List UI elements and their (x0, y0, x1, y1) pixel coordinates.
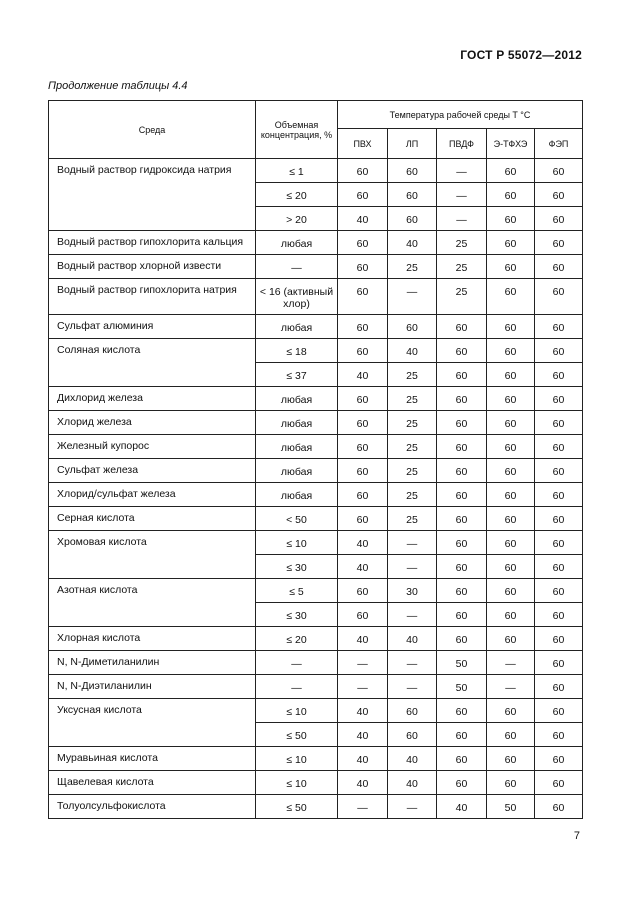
table-row (49, 507, 583, 531)
temperature-cell: 60 (338, 603, 388, 627)
temperature-cell: 60 (388, 159, 437, 183)
temperature-cell: 60 (487, 627, 535, 651)
temperature-cell: 60 (338, 435, 388, 459)
header-material: Э-ТФХЭ (487, 129, 535, 159)
temperature-cell: 60 (437, 339, 487, 363)
temperature-cell: 60 (535, 159, 583, 183)
temperature-cell: 60 (487, 387, 535, 411)
table-row (49, 315, 583, 339)
temperature-cell: 25 (388, 459, 437, 483)
temperature-cell: 60 (535, 435, 583, 459)
medium-name: Азотная кислота (49, 579, 256, 627)
temperature-cell: 40 (388, 747, 437, 771)
concentration-cell: ≤ 50 (256, 723, 338, 747)
table-row (49, 279, 583, 315)
table-row (49, 483, 583, 507)
temperature-cell: 60 (338, 579, 388, 603)
temperature-cell: 25 (388, 507, 437, 531)
concentration-cell: ≤ 1 (256, 159, 338, 183)
temperature-cell: — (388, 795, 437, 819)
temperature-cell: 60 (535, 555, 583, 579)
table-row (49, 411, 583, 435)
temperature-cell: — (388, 675, 437, 699)
temperature-cell: 60 (487, 579, 535, 603)
concentration-cell: любая (256, 459, 338, 483)
temperature-cell: 60 (535, 339, 583, 363)
temperature-cell: 60 (388, 183, 437, 207)
temperature-cell: 60 (338, 315, 388, 339)
temperature-cell: 40 (388, 771, 437, 795)
temperature-cell: 60 (535, 531, 583, 555)
medium-name: Соляная кислота (49, 339, 256, 387)
temperature-cell: 60 (487, 699, 535, 723)
concentration-cell: любая (256, 231, 338, 255)
table-row (49, 747, 583, 771)
header-material: ПВДФ (437, 129, 487, 159)
medium-name: Хлорид/сульфат железа (49, 483, 256, 507)
concentration-cell: ≤ 20 (256, 627, 338, 651)
temperature-cell: 60 (338, 483, 388, 507)
concentration-cell: ≤ 50 (256, 795, 338, 819)
temperature-cell: 60 (437, 555, 487, 579)
temperature-cell: 60 (437, 771, 487, 795)
medium-name: Уксусная кислота (49, 699, 256, 747)
temperature-cell: 60 (487, 279, 535, 315)
temperature-cell: 60 (338, 387, 388, 411)
table-body (49, 159, 583, 819)
temperature-cell: 40 (338, 627, 388, 651)
temperature-cell: 60 (437, 363, 487, 387)
concentration-cell: ≤ 30 (256, 555, 338, 579)
temperature-cell: 60 (338, 411, 388, 435)
concentration-cell: любая (256, 435, 338, 459)
temperature-cell: 25 (388, 387, 437, 411)
temperature-cell: 60 (535, 603, 583, 627)
header-temperature: Температура рабочей среды T °C (338, 101, 583, 129)
temperature-cell: 60 (535, 723, 583, 747)
temperature-cell: — (388, 555, 437, 579)
table-row (49, 771, 583, 795)
table-caption: Продолжение таблицы 4.4 (48, 80, 188, 92)
temperature-cell: 60 (535, 627, 583, 651)
temperature-cell: 60 (487, 231, 535, 255)
temperature-cell: 60 (437, 387, 487, 411)
temperature-cell: — (338, 795, 388, 819)
temperature-cell: 60 (388, 699, 437, 723)
temperature-cell: 60 (388, 315, 437, 339)
temperature-cell: 60 (437, 315, 487, 339)
temperature-cell: 60 (487, 723, 535, 747)
temperature-cell: 60 (437, 603, 487, 627)
temperature-cell: 60 (437, 627, 487, 651)
table-row (49, 435, 583, 459)
table-row (49, 675, 583, 699)
table-row (49, 531, 583, 555)
temperature-cell: 60 (338, 159, 388, 183)
temperature-cell: 60 (535, 579, 583, 603)
temperature-cell: 50 (437, 675, 487, 699)
temperature-cell: 40 (338, 531, 388, 555)
temperature-cell: 40 (388, 627, 437, 651)
temperature-cell: 60 (535, 411, 583, 435)
medium-name: Сульфат железа (49, 459, 256, 483)
concentration-cell: — (256, 675, 338, 699)
temperature-cell: 60 (487, 315, 535, 339)
temperature-cell: 60 (437, 459, 487, 483)
temperature-cell: 60 (535, 363, 583, 387)
concentration-cell: ≤ 37 (256, 363, 338, 387)
temperature-cell: 60 (535, 207, 583, 231)
header-material: ЛП (388, 129, 437, 159)
medium-name: N, N-Диэтиланилин (49, 675, 256, 699)
temperature-cell: 60 (487, 339, 535, 363)
concentration-cell: < 50 (256, 507, 338, 531)
temperature-cell: 25 (437, 279, 487, 315)
table-row (49, 459, 583, 483)
temperature-cell: 40 (388, 231, 437, 255)
header-medium: Среда (49, 101, 256, 159)
temperature-cell: 25 (388, 483, 437, 507)
temperature-cell: 60 (487, 555, 535, 579)
temperature-cell: 60 (437, 723, 487, 747)
concentration-cell: > 20 (256, 207, 338, 231)
temperature-cell: 60 (487, 771, 535, 795)
header-material: ПВХ (338, 129, 388, 159)
temperature-cell: — (388, 603, 437, 627)
temperature-cell: 60 (535, 255, 583, 279)
medium-name: Железный купорос (49, 435, 256, 459)
temperature-cell: 40 (338, 771, 388, 795)
medium-name: N, N-Диметиланилин (49, 651, 256, 675)
temperature-cell: 60 (535, 651, 583, 675)
temperature-cell: 60 (535, 747, 583, 771)
table-row (49, 159, 583, 183)
page-number: 7 (573, 830, 580, 842)
concentration-cell: ≤ 10 (256, 747, 338, 771)
table-row (49, 627, 583, 651)
table-row (49, 795, 583, 819)
temperature-cell: 60 (487, 459, 535, 483)
temperature-cell: 60 (437, 483, 487, 507)
medium-name: Водный раствор гипохлорита натрия (49, 279, 256, 315)
medium-name: Водный раствор гипохлорита кальция (49, 231, 256, 255)
temperature-cell: 60 (535, 387, 583, 411)
temperature-cell: 60 (487, 159, 535, 183)
temperature-cell: 60 (535, 459, 583, 483)
concentration-cell: — (256, 255, 338, 279)
temperature-cell: 25 (388, 435, 437, 459)
concentration-cell: ≤ 30 (256, 603, 338, 627)
temperature-cell: 60 (487, 207, 535, 231)
medium-name: Хлорид железа (49, 411, 256, 435)
temperature-cell: 60 (535, 483, 583, 507)
temperature-cell: — (487, 651, 535, 675)
temperature-cell: 60 (487, 483, 535, 507)
temperature-cell: 60 (535, 183, 583, 207)
temperature-cell: — (437, 183, 487, 207)
temperature-cell: 60 (535, 699, 583, 723)
temperature-cell: 30 (388, 579, 437, 603)
medium-name: Серная кислота (49, 507, 256, 531)
temperature-cell: 60 (535, 795, 583, 819)
concentration-cell: ≤ 10 (256, 531, 338, 555)
temperature-cell: 60 (487, 363, 535, 387)
temperature-cell: 60 (487, 435, 535, 459)
temperature-cell: 60 (535, 771, 583, 795)
temperature-cell: — (338, 675, 388, 699)
temperature-cell: 60 (487, 603, 535, 627)
medium-name: Муравьиная кислота (49, 747, 256, 771)
temperature-cell: 40 (338, 555, 388, 579)
temperature-cell: 60 (437, 531, 487, 555)
temperature-cell: 60 (487, 507, 535, 531)
concentration-cell: < 16 (активный хлор) (256, 279, 338, 315)
medium-name: Толуолсульфокислота (49, 795, 256, 819)
temperature-cell: 60 (535, 279, 583, 315)
header-concentration: Объемная концентрация, % (256, 101, 338, 159)
chemical-resistance-table (48, 100, 583, 819)
temperature-cell: 60 (388, 723, 437, 747)
concentration-cell: любая (256, 387, 338, 411)
temperature-cell: 50 (487, 795, 535, 819)
medium-name: Хлорная кислота (49, 627, 256, 651)
temperature-cell: 60 (437, 411, 487, 435)
temperature-cell: — (388, 279, 437, 315)
concentration-cell: ≤ 18 (256, 339, 338, 363)
temperature-cell: — (437, 159, 487, 183)
header-material: ФЭП (535, 129, 583, 159)
temperature-cell: 40 (338, 747, 388, 771)
concentration-cell: ≤ 10 (256, 771, 338, 795)
document-code: ГОСТ Р 55072—2012 (460, 48, 582, 62)
temperature-cell: 25 (437, 255, 487, 279)
concentration-cell: любая (256, 315, 338, 339)
table-row (49, 387, 583, 411)
temperature-cell: 60 (535, 315, 583, 339)
temperature-cell: 40 (437, 795, 487, 819)
temperature-cell: 60 (338, 183, 388, 207)
temperature-cell: 25 (388, 363, 437, 387)
temperature-cell: 60 (338, 339, 388, 363)
temperature-cell: 60 (338, 231, 388, 255)
medium-name: Водный раствор гидроксида натрия (49, 159, 256, 231)
concentration-cell: любая (256, 483, 338, 507)
medium-name: Сульфат алюминия (49, 315, 256, 339)
table-row (49, 231, 583, 255)
temperature-cell: 60 (535, 675, 583, 699)
temperature-cell: 25 (388, 411, 437, 435)
temperature-cell: 60 (487, 747, 535, 771)
temperature-cell: 50 (437, 651, 487, 675)
temperature-cell: 40 (338, 363, 388, 387)
table-row (49, 339, 583, 363)
temperature-cell: 60 (388, 207, 437, 231)
temperature-cell: — (437, 207, 487, 231)
temperature-cell: 60 (437, 699, 487, 723)
temperature-cell: — (338, 651, 388, 675)
concentration-cell: ≤ 20 (256, 183, 338, 207)
temperature-cell: 60 (487, 255, 535, 279)
concentration-cell: — (256, 651, 338, 675)
medium-name: Хромовая кислота (49, 531, 256, 579)
temperature-cell: 60 (338, 459, 388, 483)
table-row (49, 651, 583, 675)
temperature-cell: 40 (338, 699, 388, 723)
temperature-cell: 60 (437, 579, 487, 603)
temperature-cell: — (388, 651, 437, 675)
temperature-cell: 60 (487, 411, 535, 435)
temperature-cell: — (487, 675, 535, 699)
table-row (49, 699, 583, 723)
medium-name: Дихлорид железа (49, 387, 256, 411)
concentration-cell: любая (256, 411, 338, 435)
temperature-cell: 60 (487, 183, 535, 207)
temperature-cell: 60 (535, 507, 583, 531)
temperature-cell: 60 (437, 435, 487, 459)
medium-name: Щавелевая кислота (49, 771, 256, 795)
temperature-cell: 40 (338, 207, 388, 231)
table-row (49, 579, 583, 603)
temperature-cell: 40 (388, 339, 437, 363)
temperature-cell: 40 (338, 723, 388, 747)
temperature-cell: 60 (338, 255, 388, 279)
concentration-cell: ≤ 10 (256, 699, 338, 723)
medium-name: Водный раствор хлорной извести (49, 255, 256, 279)
temperature-cell: 60 (487, 531, 535, 555)
temperature-cell: 60 (338, 507, 388, 531)
temperature-cell: 60 (437, 507, 487, 531)
table-row (49, 255, 583, 279)
temperature-cell: 60 (437, 747, 487, 771)
temperature-cell: 25 (388, 255, 437, 279)
concentration-cell: ≤ 5 (256, 579, 338, 603)
temperature-cell: 60 (338, 279, 388, 315)
temperature-cell: 60 (535, 231, 583, 255)
temperature-cell: — (388, 531, 437, 555)
temperature-cell: 25 (437, 231, 487, 255)
